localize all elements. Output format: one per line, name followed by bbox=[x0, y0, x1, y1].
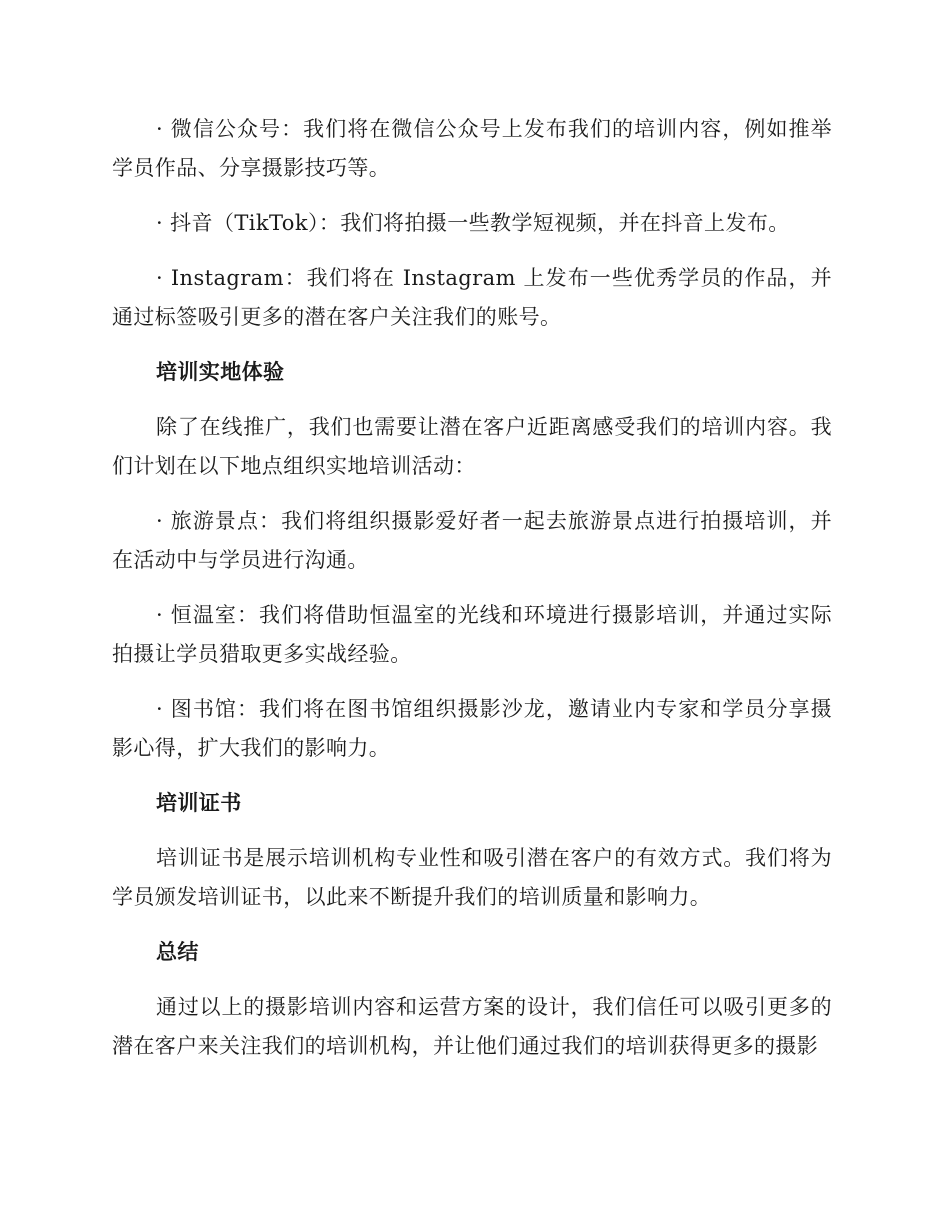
heading-summary: 总结 bbox=[156, 940, 199, 964]
heading-certificate: 培训证书 bbox=[156, 791, 242, 815]
bullet-library: · 图书馆：我们将在图书馆组织摄影沙龙，邀请业内专家和学员分享摄影心得，扩大我们的影响力。 bbox=[112, 697, 832, 760]
bullet-greenhouse: · 恒温室：我们将借助恒温室的光线和环境进行摄影培训，并通过实际拍摄让学员猎取更多实战经验。 bbox=[112, 603, 832, 666]
heading-field-experience: 培训实地体验 bbox=[156, 360, 285, 384]
bullet-douyin: · 抖音（TikTok）：我们将拍摄一些教学短视频，并在抖音上发布。 bbox=[156, 211, 790, 235]
bullet-wechat: · 微信公众号：我们将在微信公众号上发布我们的培训内容，例如推举学员作品、分享摄影技巧等。 bbox=[112, 117, 832, 180]
document-page bbox=[112, 110, 832, 1082]
summary-body: 通过以上的摄影培训内容和运营方案的设计，我们信任可以吸引更多的潜在客户来关注我们的培训机构，并让他们通过我们的培训获得更多的摄影 bbox=[112, 995, 832, 1058]
field-experience-intro: 除了在线推广，我们也需要让潜在客户近距离感受我们的培训内容。我们计划在以下地点组织实地培训活动： bbox=[112, 415, 832, 478]
bullet-instagram: · Instagram：我们将在 Instagram 上发布一些优秀学员的作品，并通过标签吸引更多的潜在客户关注我们的账号。 bbox=[112, 266, 832, 329]
certificate-body: 培训证书是展示培训机构专业性和吸引潜在客户的有效方式。我们将为学员颁发培训证书，以此来不断提升我们的培训质量和影响力。 bbox=[112, 846, 832, 909]
bullet-tourist-spots: · 旅游景点：我们将组织摄影爱好者一起去旅游景点进行拍摄培训，并在活动中与学员进行沟通。 bbox=[112, 509, 832, 572]
